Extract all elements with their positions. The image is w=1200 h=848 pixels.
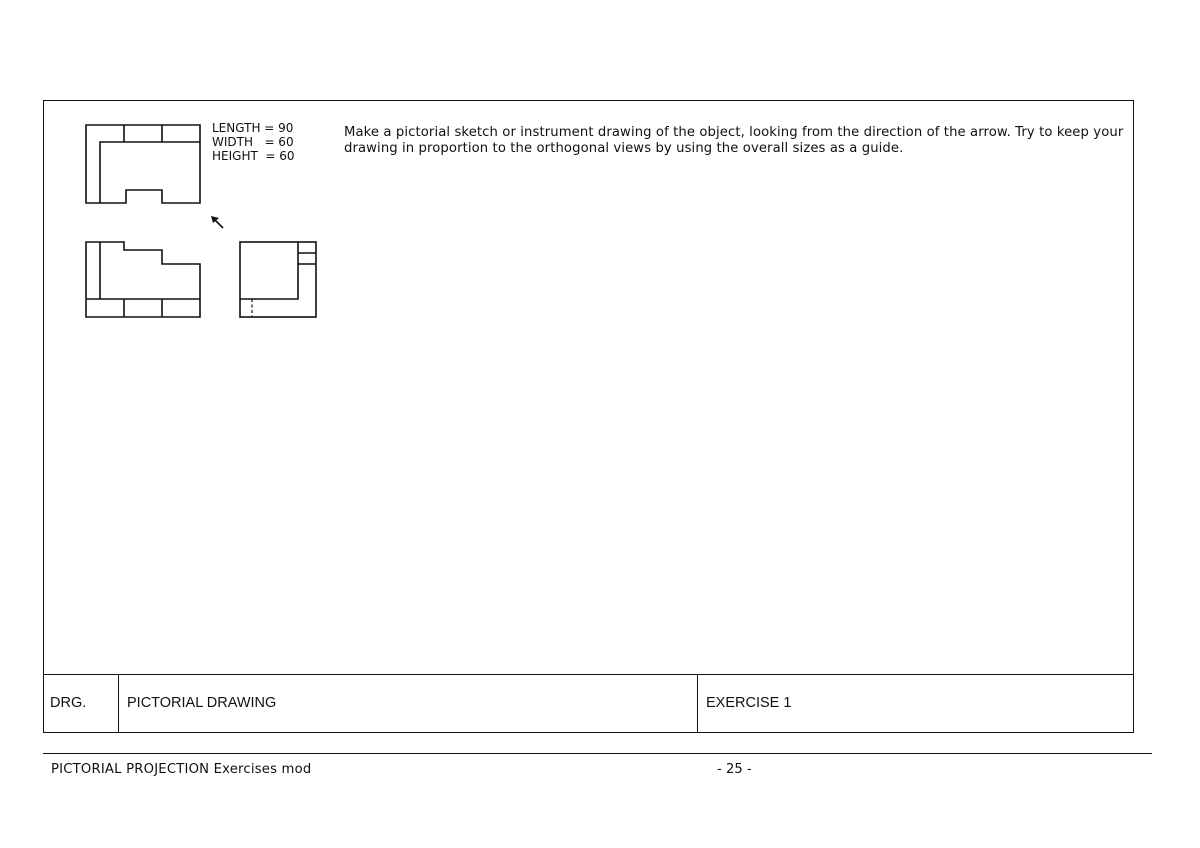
dimension-length: LENGTH = 90 [212,121,294,135]
page-number: - 25 - [717,762,752,777]
dimension-height: HEIGHT = 60 [212,149,295,163]
exercise-number: EXERCISE 1 [706,695,792,711]
drg-label: DRG. [44,674,119,732]
top-view [86,125,200,203]
footer-divider [43,753,1152,754]
drawing-sheet [43,100,1134,733]
side-view [240,242,316,317]
drawing-area [44,101,1133,675]
title-block [44,674,1133,732]
drawing-title: PICTORIAL DRAWING [119,674,698,732]
dimension-width: WIDTH = 60 [212,135,294,149]
dimension-list [212,121,295,163]
footer-document-title: PICTORIAL PROJECTION Exercises mod [51,762,312,777]
view-direction-arrow-icon [211,216,223,228]
exercise-instructions: Make a pictorial sketch or instrument drawing of the object, looking from the direction of the arrow. Try to keep your drawing in proportion to the orthogonal views by using the overall sizes as a guide. [344,125,1124,156]
front-view [86,242,200,317]
